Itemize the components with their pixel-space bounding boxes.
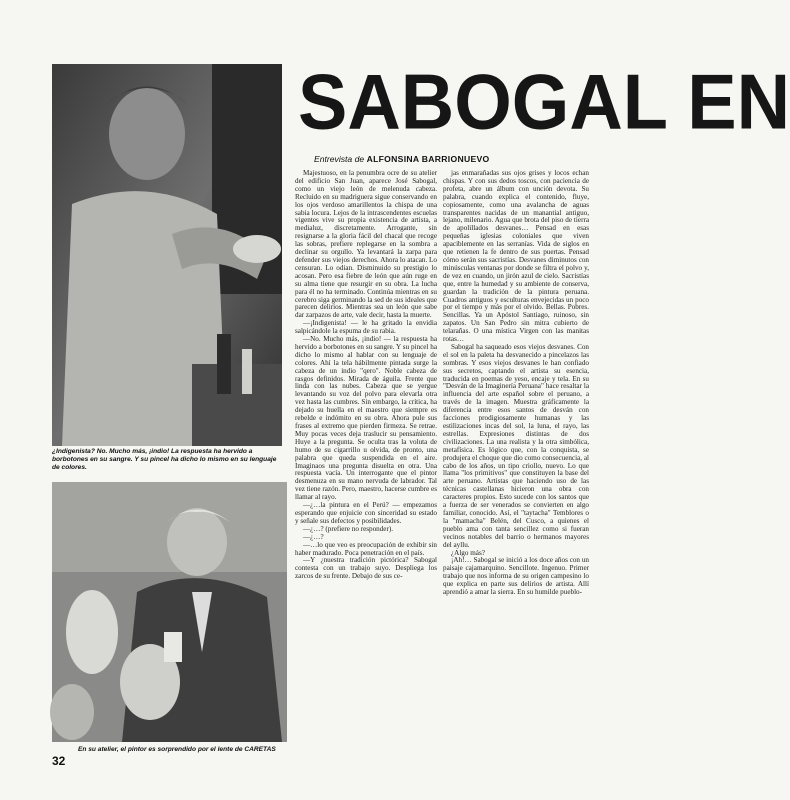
- photo1-caption: ¿Indigenista? No. Mucho más, ¡indio! La respuesta ha hervido a borbotones en su sangre. Y su pincel ha dicho lo mismo en su lenguaje de colores.: [52, 448, 277, 471]
- article-paragraph: Sabogal ha saqueado esos viejos desvanes. Con el sol en la paleta ha desvanecido a pincelazos las sombras. Y esos viejos desvanes le han confiado sus secretos, captando el artista su esencia, traducida en poemas de yeso, encaje y tela. En su "Desván de la Imaginería Peruana" hace resaltar la influencia del arte español sobre el peruano, a través de la imagen. Muestra gráficamente la diferencia entre esos santos de desván con facciones prodigiosamente humanas y las estilizaciones incas del sol, la luna, el rayo, las estrellas. Expresiones distintas de dos civilizaciones. La una realista y la otra simbólica, metafísica. Es lógico que, con la conquista, se produjera el choque que dio como consecuencia, al cabo de los años, un tipo criollo, nuevo. Lo que llama "los primitivos" que constituyen la base del arte peruano. Artistas que haciendo uso de las técnicas castellanas hicieron una obra con caracteres propios. Esto sucede con los santos que a fuerza de ser venerados se convierten en algo familiar, conocido. Así, el "taytacha" Temblores o la "mamacha" Belén, del Cusco, a quienes el pueblo ama con tanta sencillez como si fueran vecinos notables del barrio o hermanos mayores del ayllu.: [443, 342, 589, 549]
- article-paragraph: —¿…?: [303, 532, 324, 541]
- article-paragraph: —…lo que veo es preocupación de exhibir sin haber madurado. Poca penetración en el país.: [295, 540, 437, 557]
- article-paragraph: —¿…? (prefiere no responder).: [303, 524, 394, 533]
- article-paragraph: ¡Ah!… Sabogal se inició a los doce años con un paisaje cajamarquino. Sencillote. Ingenuo. Primer trabajo que nos informa de su origen campesino lo que explica en parte sus delirios de artista. Allí aprendió a amar la sierra. En su humilde pueblo-: [443, 556, 589, 597]
- article-paragraph: Majestuoso, en la penumbra ocre de su atelier del edificio San Juan, aparece José Sabogal, como un viejo león de melenuda cabeza. Recluido en su madriguera sigue conservando en los ojos verdoso amarillentos la chispa de una sabia locura. Lejos de la intrascendentes escuelas vigentes vive su propia existencia de artista, a medialuz, discretamente. Arrogante, sin resignarse a la gloria fácil del chacal que recoge las sobras, prefiere replegarse en la sombra a declinar su orgullo. Ya levantará la zarpa para defender sus viejos derechos. Ahora lo atacan. Lo censuran. Lo odian. Disminuido su prestigio lo acosan. Pero esa fiebre de león que aún ruge en su alma tiene que resurgir en su obra. La lucha para él no ha terminado. Continúa mientras en su cerebro siga germinando la sed de sus ideales que parecen delirios. Mientras sea un león que sabe dar zarpazos de arte, vale decir, hasta la muerte.: [295, 169, 437, 320]
- article-paragraph: jas enmarañadas sus ojos grises y locos echan chispas. Y con sus dedos toscos, con paciencia de profeta, abre un álbum con unción devota. Su palabra, cuando explica el contenido, fluye, copiosamente, como una avalancha de aguas transparentes nacidas de un manantial antiguo, lejano, milenario. Agua que brota del piso de tierra de apolillados desvanes… Pensad en esas pequeñas iglesias coloniales que viven apaciblemente en las serranías. Vida de siglos en que retienen la fe dentro de sus puertas. Pensad cómo serán sus sacristías. Desvanes diminutos con minúsculas ventanas por donde se filtra el polvo y, de vez en cuando, un jirón azul de cielo. Sacristías que, entre la humedad y su ambiente de conserva, guardan la tradición de la pintura peruana. Cuadros antiguos y esculturas envejecidas un poco por el tiempo y más por el olvido. Bellas. Pobres. Sencillas. Ya un Apóstol Santiago, ruinoso, sin zapatos. Un San Pedro sin mitra cubierto de telarañas. O una mística Virgen con las manitas rotas…: [443, 169, 589, 344]
- byline-prefix: Entrevista de: [314, 154, 365, 164]
- byline: [314, 154, 490, 164]
- article-column-1: [295, 170, 437, 736]
- article-paragraph: —Y ¿nuestra tradición pictórica? Sabogal contesta con un trabajo suyo. Despliega los zarcos de su frente. Debajo de sus ce-: [295, 556, 437, 581]
- article-paragraph: ¿Algo más?: [451, 548, 485, 557]
- sabogal-painting-photo: [52, 64, 282, 446]
- photo2-caption: En su atelier, el pintor es sorprendido por el lente de CARETAS: [78, 746, 276, 753]
- byline-author: ALFONSINA BARRIONUEVO: [366, 154, 490, 164]
- sabogal-atelier-photo: [52, 482, 287, 742]
- article-column-2: [443, 170, 589, 756]
- page-number: 32: [52, 754, 66, 768]
- article-paragraph: —No. Mucho más, ¡indio! — la respuesta ha hervido a borbotones en su sangre. Y su pincel ha dicho lo mismo al hablar con su lenguaje de colores. Ahí la tela hábilmente pintada surge la cabeza de un indio "qero". Noble cabeza de rasgos definidos. Mirada de águila. Frente que linda con las nubes. Cabeza que se yergue levantando su voz del polvo para elevarla otra vez hasta las cumbres. Sin embargo, la crítica, ha dejado su huella en el maestro que siempre es rebelde e indómito en su obra. Ahora pule sus frases al extremo que pierden firmeza. Se retrae. Muy pocas veces deja traslucir su pensamiento. Huye a la pregunta. Se oculta tras la voluta de humo de su cigarrillo u olvida, de pronto, una palabra que queda suspendida en el aire. Imaginaos una pregunta disuelta en otra. Una respuesta vacía. Un interrogante que el pintor desmenuza en su mano nervuda de labrador. Tal vez tiene razón. Pero, maestro, hacerse cumbre es llamar al rayo.: [295, 335, 437, 502]
- article-paragraph: —¿…la pintura en el Perú? — empezamos esperando que enjuicie con sinceridad su estado y señale sus defectos y posibilidades.: [295, 501, 437, 525]
- article-title: SABOGAL EN: [298, 57, 790, 146]
- article-paragraph: —¡Indigenista! — le ha gritado la envidia salpicándole la espuma de su rabia.: [295, 319, 437, 336]
